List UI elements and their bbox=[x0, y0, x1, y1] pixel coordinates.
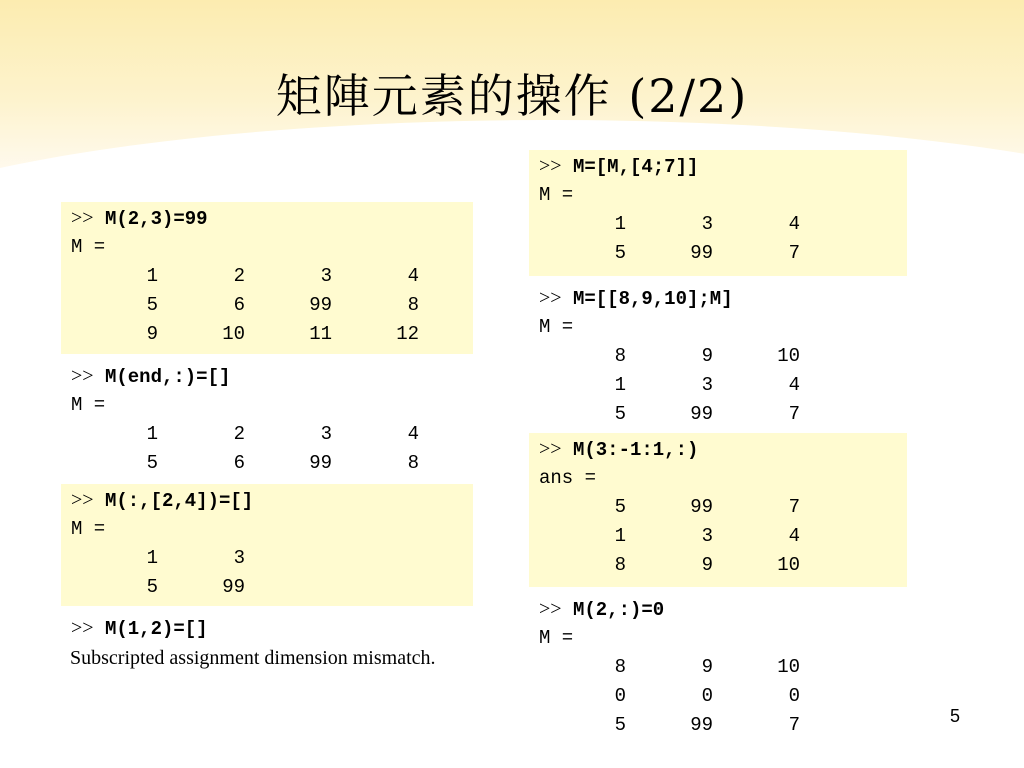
matrix-cell: 5 bbox=[614, 496, 626, 518]
matrix-row bbox=[71, 420, 473, 449]
result-label: M = bbox=[71, 518, 106, 540]
matrix-row bbox=[71, 449, 473, 478]
matrix-cell: 99 bbox=[222, 576, 245, 598]
command-line bbox=[71, 204, 473, 233]
command-text: M(end,:)=[] bbox=[104, 366, 231, 388]
error-message: Subscripted assignment dimension mismatch. bbox=[70, 647, 436, 669]
command-text: M=[[8,9,10];M] bbox=[572, 288, 733, 310]
matrix-cell: 1 bbox=[146, 265, 158, 287]
matrix-cell: 9 bbox=[701, 345, 713, 367]
matrix-row bbox=[539, 711, 907, 740]
matrix-cell: 7 bbox=[788, 403, 800, 425]
matrix-cell: 10 bbox=[777, 656, 800, 678]
matrix-cell: 3 bbox=[701, 374, 713, 396]
matrix-cell: 9 bbox=[701, 656, 713, 678]
matrix-cell: 7 bbox=[788, 242, 800, 264]
page-number: 5 bbox=[949, 706, 960, 726]
prompt-symbol: >> bbox=[539, 287, 562, 309]
prompt-symbol: >> bbox=[539, 598, 562, 620]
matrix-cell: 7 bbox=[788, 714, 800, 736]
matrix-cell: 0 bbox=[614, 685, 626, 707]
prompt-symbol: >> bbox=[71, 489, 94, 511]
prompt-symbol: >> bbox=[71, 365, 94, 387]
result-label: M = bbox=[71, 236, 106, 258]
matrix-cell: 9 bbox=[146, 323, 158, 345]
matrix-cell: 1 bbox=[614, 213, 626, 235]
matrix-cell: 99 bbox=[690, 496, 713, 518]
matrix-row bbox=[539, 371, 907, 400]
code-block-delete-last-row bbox=[61, 360, 473, 478]
command-line bbox=[539, 284, 907, 313]
command-line bbox=[539, 595, 907, 624]
result-label: M = bbox=[539, 627, 574, 649]
matrix-row bbox=[539, 210, 907, 239]
command-line bbox=[539, 435, 907, 464]
prompt-symbol: >> bbox=[539, 155, 562, 177]
command-line bbox=[539, 152, 907, 181]
matrix-cell: 99 bbox=[690, 242, 713, 264]
matrix-cell: 99 bbox=[690, 403, 713, 425]
prompt-symbol: >> bbox=[71, 207, 94, 229]
matrix-row bbox=[539, 522, 907, 551]
command-text: M=[M,[4;7]] bbox=[572, 156, 699, 178]
matrix-cell: 2 bbox=[233, 423, 245, 445]
matrix-row bbox=[539, 653, 907, 682]
matrix-cell: 8 bbox=[614, 656, 626, 678]
matrix-cell: 3 bbox=[320, 265, 332, 287]
matrix-cell: 1 bbox=[614, 525, 626, 547]
prompt-symbol: >> bbox=[71, 617, 94, 639]
matrix-cell: 99 bbox=[309, 452, 332, 474]
matrix-cell: 99 bbox=[309, 294, 332, 316]
matrix-cell: 1 bbox=[146, 423, 158, 445]
matrix-row bbox=[71, 262, 473, 291]
matrix-cell: 3 bbox=[233, 547, 245, 569]
command-text: M(2,:)=0 bbox=[572, 599, 665, 621]
matrix-cell: 2 bbox=[233, 265, 245, 287]
matrix-row bbox=[539, 493, 907, 522]
matrix-cell: 1 bbox=[146, 547, 158, 569]
matrix-cell: 0 bbox=[788, 685, 800, 707]
command-line bbox=[71, 362, 473, 391]
command-text: M(:,[2,4])=[] bbox=[104, 490, 254, 512]
matrix-cell: 0 bbox=[701, 685, 713, 707]
slide-title: 矩陣元素的操作 (2/2) bbox=[275, 69, 749, 123]
matrix-cell: 5 bbox=[146, 294, 158, 316]
matrix-row bbox=[71, 544, 473, 573]
matrix-cell: 8 bbox=[614, 345, 626, 367]
matrix-cell: 8 bbox=[407, 452, 419, 474]
code-block-reverse-rows bbox=[529, 433, 907, 587]
matrix-cell: 4 bbox=[407, 423, 419, 445]
prompt-symbol: >> bbox=[539, 438, 562, 460]
result-label: ans = bbox=[539, 467, 597, 489]
matrix-row bbox=[539, 239, 907, 268]
matrix-cell: 99 bbox=[690, 714, 713, 736]
matrix-cell: 4 bbox=[788, 525, 800, 547]
matrix-cell: 7 bbox=[788, 496, 800, 518]
matrix-cell: 12 bbox=[396, 323, 419, 345]
matrix-cell: 5 bbox=[614, 403, 626, 425]
code-block-append-column bbox=[529, 150, 907, 276]
command-line bbox=[71, 486, 473, 515]
matrix-row bbox=[539, 342, 907, 371]
matrix-cell: 10 bbox=[777, 554, 800, 576]
matrix-row bbox=[71, 291, 473, 320]
code-block-assign-99 bbox=[61, 202, 473, 354]
matrix-cell: 5 bbox=[146, 576, 158, 598]
matrix-cell: 10 bbox=[222, 323, 245, 345]
matrix-cell: 5 bbox=[614, 242, 626, 264]
command-text: M(1,2)=[] bbox=[104, 618, 208, 640]
matrix-cell: 3 bbox=[701, 213, 713, 235]
matrix-cell: 9 bbox=[701, 554, 713, 576]
matrix-row bbox=[539, 682, 907, 711]
code-block-prepend-row bbox=[529, 282, 907, 428]
matrix-cell: 3 bbox=[701, 525, 713, 547]
matrix-row bbox=[71, 320, 473, 349]
command-line bbox=[71, 614, 473, 643]
matrix-cell: 5 bbox=[146, 452, 158, 474]
matrix-cell: 6 bbox=[233, 452, 245, 474]
matrix-cell: 5 bbox=[614, 714, 626, 736]
matrix-cell: 3 bbox=[320, 423, 332, 445]
command-text: M(3:-1:1,:) bbox=[572, 439, 699, 461]
matrix-row bbox=[539, 400, 907, 429]
command-text: M(2,3)=99 bbox=[104, 208, 208, 230]
matrix-cell: 4 bbox=[788, 213, 800, 235]
matrix-cell: 4 bbox=[788, 374, 800, 396]
matrix-cell: 6 bbox=[233, 294, 245, 316]
matrix-cell: 11 bbox=[309, 323, 332, 345]
code-block-delete-columns bbox=[61, 484, 473, 606]
matrix-cell: 10 bbox=[777, 345, 800, 367]
matrix-cell: 8 bbox=[407, 294, 419, 316]
matrix-row bbox=[71, 573, 473, 602]
result-label: M = bbox=[539, 316, 574, 338]
result-label: M = bbox=[539, 184, 574, 206]
code-block-zero-row bbox=[529, 593, 907, 741]
matrix-cell: 1 bbox=[614, 374, 626, 396]
matrix-cell: 4 bbox=[407, 265, 419, 287]
matrix-row bbox=[539, 551, 907, 580]
result-label: M = bbox=[71, 394, 106, 416]
matrix-cell: 8 bbox=[614, 554, 626, 576]
